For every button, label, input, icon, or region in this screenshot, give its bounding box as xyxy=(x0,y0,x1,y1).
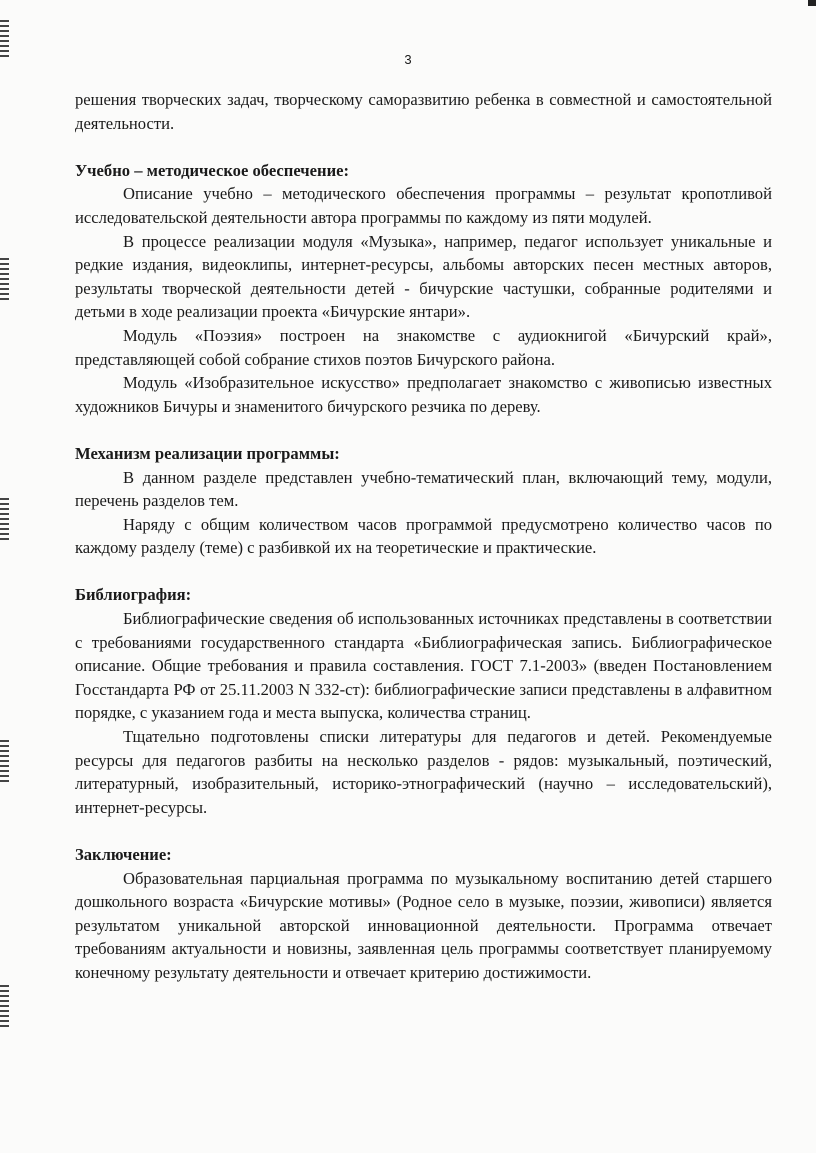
paragraph: Наряду с общим количеством часов программой предусмотрено количество часов по каждому разделу (теме) с разбивкой их на теоретические и практические. xyxy=(75,514,772,558)
scan-corner-mark xyxy=(808,0,816,6)
paragraph: Образовательная парциальная программа по музыкальному воспитанию детей старшего дошкольного возраста «Бичурские мотивы» (Родное село в музыке, поэзии, живописи) является результатом уникальной авторской инновационной деятельности. Программа отвечает требованиям актуальности и новизны, заявленная цель программы соответствует планируемому конечному результату деятельности и отвечает критерию достижимости. xyxy=(75,868,772,982)
heading-methodical: Учебно – методическое обеспечение: xyxy=(75,160,350,180)
scan-binding-mark xyxy=(0,258,9,303)
scan-binding-mark xyxy=(0,985,9,1030)
paragraph: Модуль «Изобразительное искусство» предполагает знакомство с живописью известных художников Бичуры и знаменитого бичурского резчика по дереву. xyxy=(75,373,772,416)
scan-binding-mark xyxy=(0,498,9,543)
paragraph: Описание учебно – методического обеспечения программы – результат кропотливой исследовательской деятельности автора программы по каждому из пяти модулей. xyxy=(75,184,772,227)
paragraph: Библиографические сведения об использованных источниках представлены в соответствии с требованиями государственного стандарта «Библиографическая запись. Библиографическое описание. Общие требования и правила составления. ГОСТ 7.1-2003» (введен Постановлением Госстандарта РФ от 25.11.2003 N 332-ст): библиографические записи представлены в алфавитном порядке, с указанием года и места выпуска, количества страниц. xyxy=(75,609,772,723)
heading-conclusion: Заключение: xyxy=(75,845,172,864)
paragraph: Модуль «Поэзия» построен на знакомстве с аудиокнигой «Бичурский край», представляющей собой собрание стихов поэтов Бичурского района. xyxy=(75,325,772,369)
heading-mechanism: Механизм реализации программы: xyxy=(75,443,340,463)
scan-binding-mark xyxy=(0,740,9,785)
intro-paragraph: решения творческих задач, творческому саморазвитию ребенка в совместной и самостоятельной деятельности. xyxy=(75,90,772,133)
paragraph: В данном разделе представлен учебно-тематический план, включающий тему, модули, перечень разделов тем. xyxy=(75,467,772,511)
heading-bibliography: Библиография: xyxy=(75,585,192,605)
paragraph: В процессе реализации модуля «Музыка», например, педагог использует уникальные и редкие издания, видеоклипы, интернет-ресурсы, альбомы авторских песен местных авторов, результаты творческой деятельности детей - бичурские частушки, собранные родителями и детьми в ходе реализации проекта «Бичурские янтари». xyxy=(75,231,772,322)
page-number: 3 xyxy=(404,52,412,67)
document-body xyxy=(75,88,772,985)
paragraph: Тщательно подготовлены списки литературы для педагогов и детей. Рекомендуемые ресурсы для педагогов разбиты на несколько разделов - рядов: музыкальный, поэтический, литературный, изобразительный, историко-этнографический (научно – исследовательский), интернет-ресурсы. xyxy=(75,727,772,817)
